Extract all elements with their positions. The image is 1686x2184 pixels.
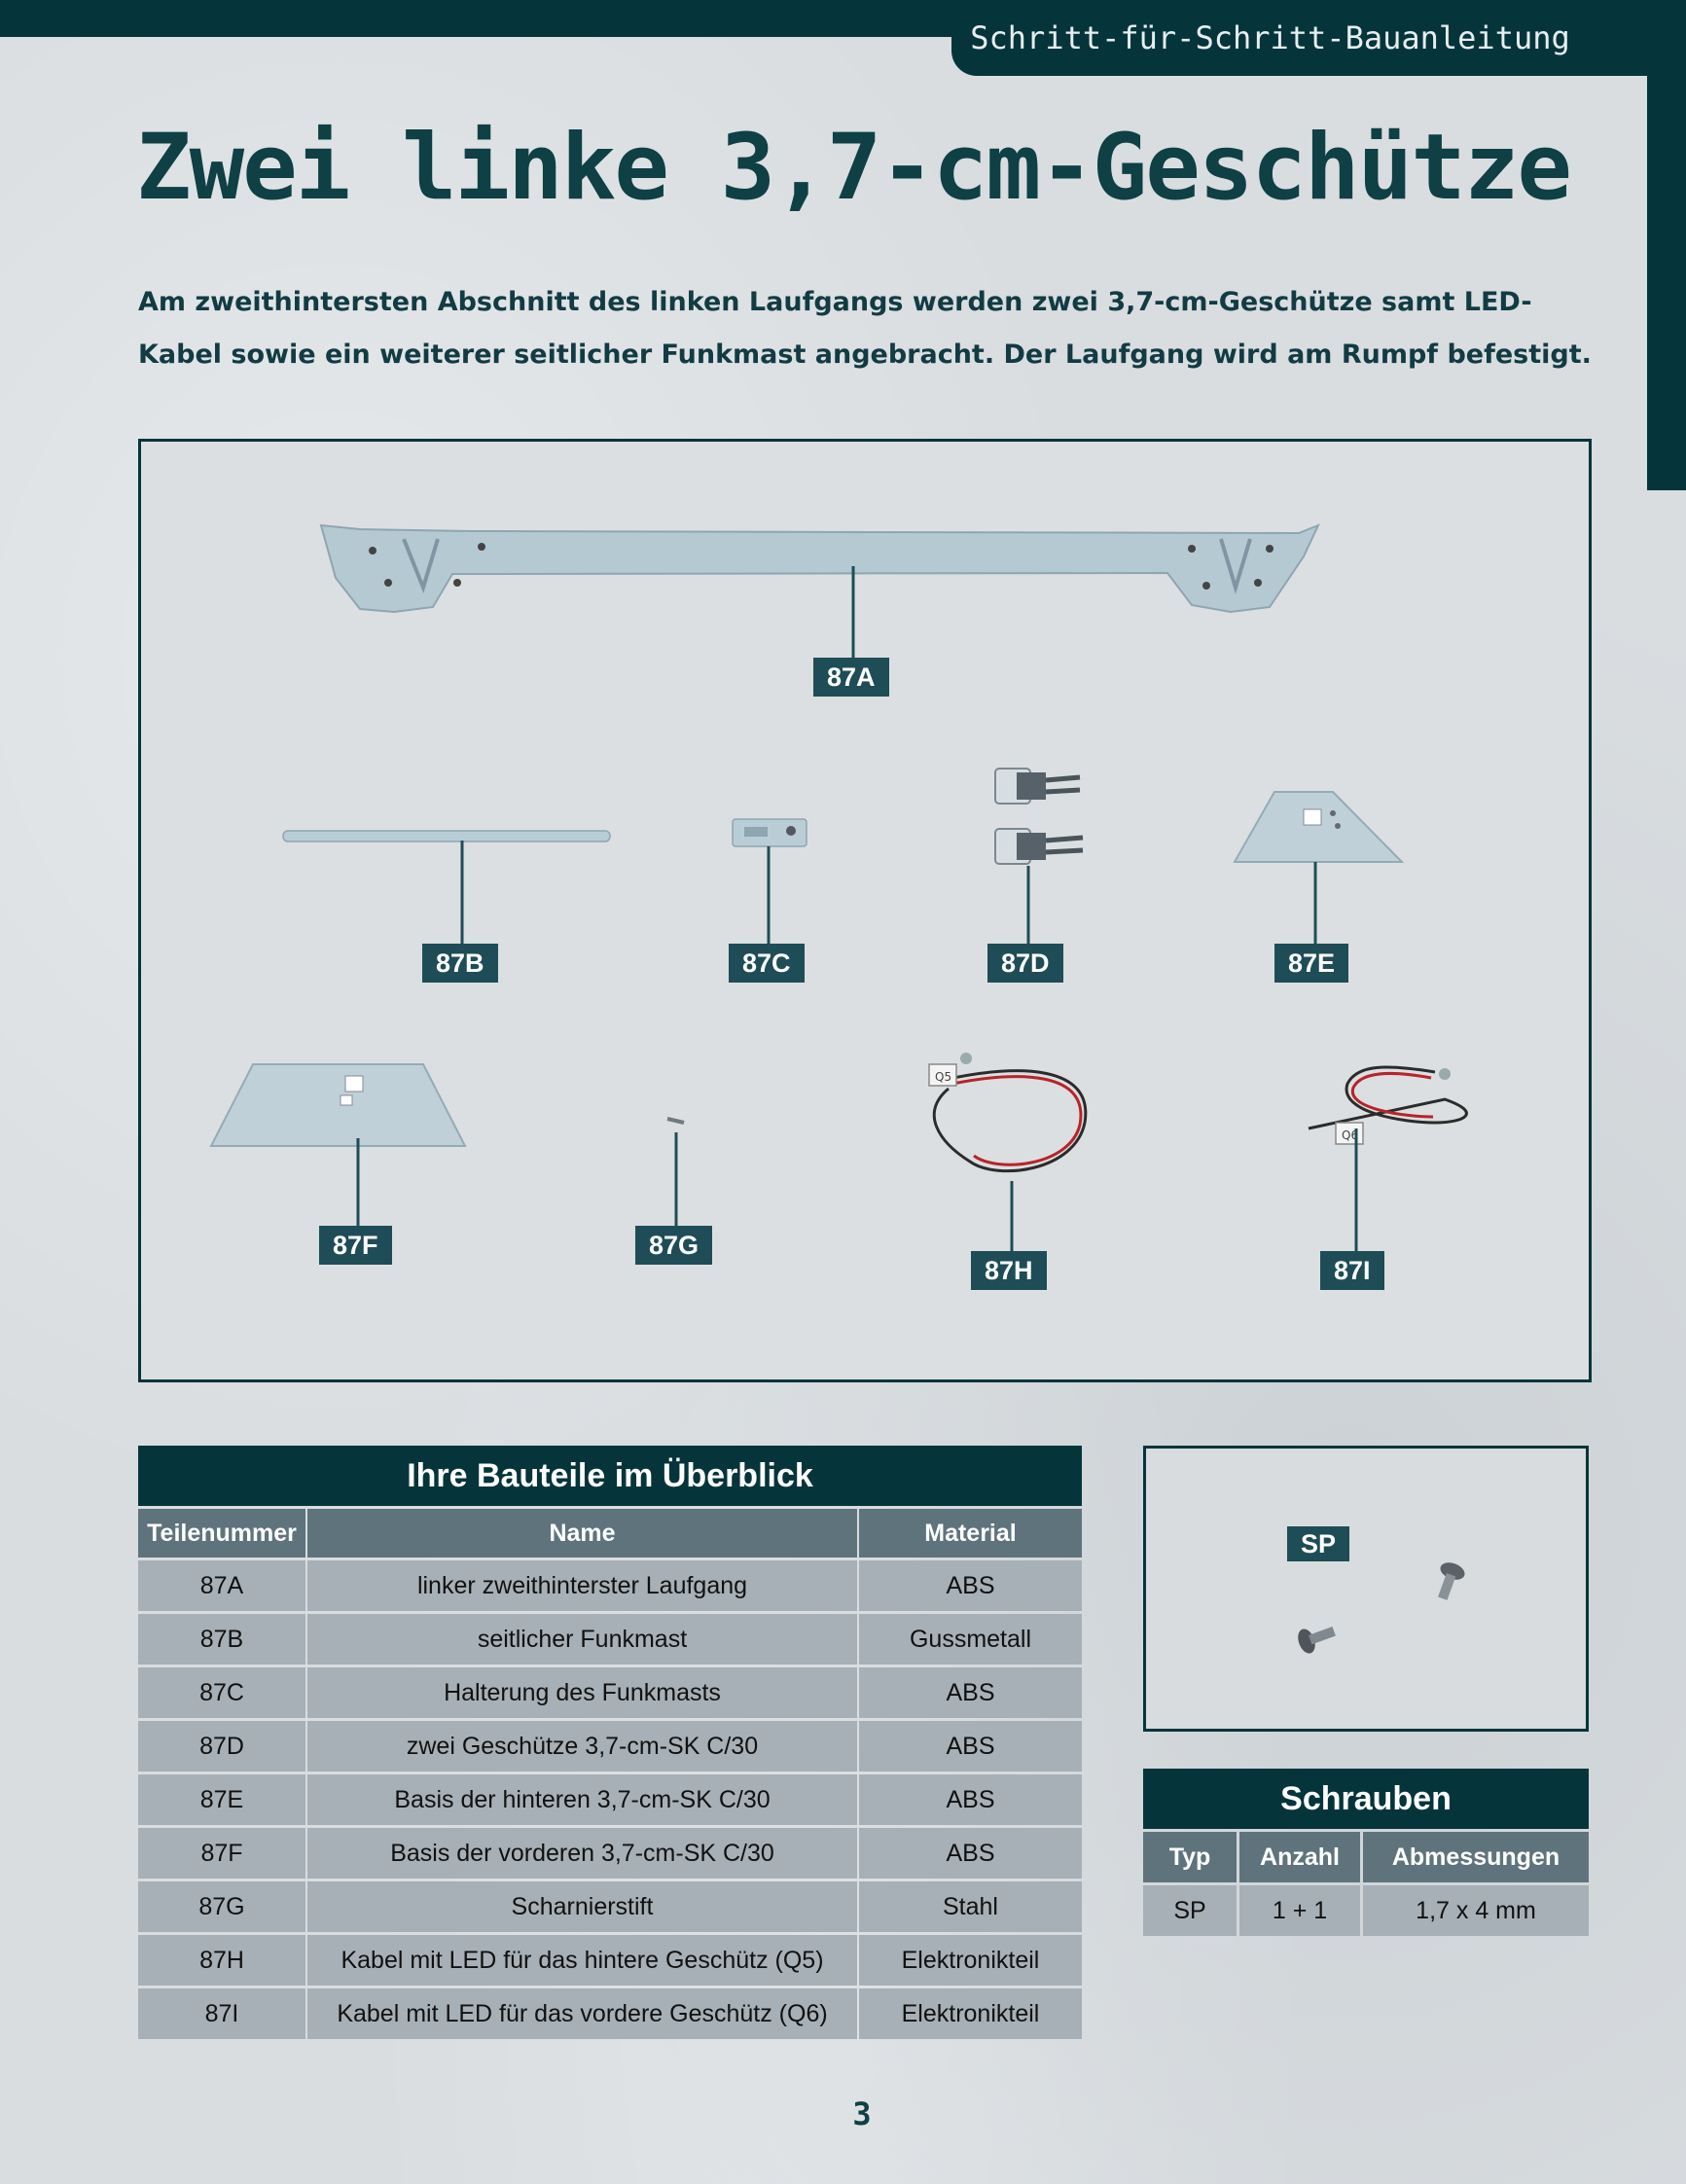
- part-name: linker zweithinterster Laufgang: [307, 1560, 857, 1611]
- part-material: Elektronikteil: [859, 1988, 1082, 2039]
- table-row: [138, 1828, 1082, 1879]
- page-number: 3: [852, 2095, 872, 2132]
- part-number: 87E: [138, 1774, 305, 1825]
- col-header-material: Material: [859, 1509, 1082, 1557]
- edge-strip: [1647, 0, 1686, 490]
- part-87f-base: [211, 1064, 465, 1228]
- parts-photo: [138, 439, 1592, 1382]
- screw-type: SP: [1143, 1885, 1237, 1936]
- part-material: Elektronikteil: [859, 1935, 1082, 1986]
- part-87e-base: [1235, 792, 1402, 944]
- table-row: [138, 1667, 1082, 1718]
- part-name: Basis der hinteren 3,7-cm-SK C/30: [307, 1774, 857, 1825]
- part-number: 87H: [138, 1935, 305, 1986]
- screws-table: [1143, 1769, 1589, 1936]
- label-87i: 87I: [1320, 1251, 1384, 1290]
- part-material: ABS: [859, 1560, 1082, 1611]
- part-87d-guns: [995, 769, 1083, 944]
- table-row: [138, 1988, 1082, 2039]
- part-material: Stahl: [859, 1881, 1082, 1932]
- page-title: Zwei linke 3,7-cm-Geschütze: [136, 115, 1571, 221]
- intro-text: Am zweithintersten Abschnitt des linken Laufgangs werden zwei 3,7-cm-Geschütze samt LED-Kabel sowie ein weiterer seitlicher Funkmast angebracht. Der Laufgang wird am Rumpf befestigt.: [138, 287, 1592, 370]
- label-87a: 87A: [813, 658, 889, 697]
- part-name: zwei Geschütze 3,7-cm-SK C/30: [307, 1721, 857, 1772]
- part-number: 87D: [138, 1721, 305, 1772]
- part-number: 87A: [138, 1560, 305, 1611]
- label-87g: 87G: [635, 1226, 712, 1265]
- part-number: 87F: [138, 1828, 305, 1879]
- table-row: [138, 1881, 1082, 1932]
- part-name: Halterung des Funkmasts: [307, 1667, 857, 1718]
- part-number: 87C: [138, 1667, 305, 1718]
- table-row: [138, 1614, 1082, 1665]
- part-87g-pin: [667, 1119, 684, 1228]
- part-name: Scharnierstift: [307, 1881, 857, 1932]
- led-tag-q6: Q6: [1342, 1128, 1359, 1142]
- section-header: Schritt-für-Schritt-Bauanleitung: [951, 0, 1647, 76]
- table-row: [138, 1774, 1082, 1825]
- part-material: ABS: [859, 1774, 1082, 1825]
- screw-2: [1295, 1620, 1339, 1656]
- part-87c-holder: [733, 819, 807, 944]
- col-header-dimensions: Abmessungen: [1363, 1832, 1589, 1882]
- part-number: 87I: [138, 1988, 305, 2039]
- table-row: [138, 1721, 1082, 1772]
- part-number: 87G: [138, 1881, 305, 1932]
- screws-illustration: [1146, 1449, 1586, 1729]
- part-87a-walkway: [321, 525, 1318, 658]
- part-87b-mast: [283, 831, 610, 944]
- table-row: [1143, 1885, 1589, 1936]
- part-material: ABS: [859, 1721, 1082, 1772]
- table-row: [138, 1935, 1082, 1986]
- col-header-name: Name: [307, 1509, 857, 1557]
- col-header-number: Teilenummer: [138, 1509, 305, 1557]
- screw-1: [1431, 1559, 1467, 1603]
- label-87d: 87D: [987, 944, 1063, 983]
- screws-photo: [1143, 1446, 1589, 1732]
- screws-table-title: Schrauben: [1143, 1769, 1589, 1829]
- col-header-count: Anzahl: [1239, 1832, 1360, 1882]
- label-87b: 87B: [422, 944, 498, 983]
- parts-table: [138, 1446, 1082, 2039]
- part-name: Basis der vorderen 3,7-cm-SK C/30: [307, 1828, 857, 1879]
- screw-dimensions: 1,7 x 4 mm: [1363, 1885, 1589, 1936]
- part-material: ABS: [859, 1828, 1082, 1879]
- label-87c: 87C: [729, 944, 805, 983]
- label-87e: 87E: [1274, 944, 1348, 983]
- parts-table-title: Ihre Bauteile im Überblick: [138, 1446, 1082, 1506]
- screw-count: 1 + 1: [1239, 1885, 1360, 1936]
- label-87f: 87F: [319, 1226, 392, 1265]
- label-sp: SP: [1287, 1526, 1349, 1561]
- part-number: 87B: [138, 1614, 305, 1665]
- parts-table-header: [138, 1509, 1082, 1557]
- part-name: seitlicher Funkmast: [307, 1614, 857, 1665]
- part-material: Gussmetall: [859, 1614, 1082, 1665]
- col-header-type: Typ: [1143, 1832, 1237, 1882]
- led-tag-q5: Q5: [935, 1070, 952, 1084]
- part-87i-cable: [1309, 1067, 1466, 1253]
- part-87h-cable: [929, 1053, 1086, 1253]
- part-name: Kabel mit LED für das hintere Geschütz (Q5): [307, 1935, 857, 1986]
- screws-table-header: [1143, 1832, 1589, 1882]
- label-87h: 87H: [971, 1251, 1047, 1290]
- part-name: Kabel mit LED für das vordere Geschütz (Q6): [307, 1988, 857, 2039]
- table-row: [138, 1560, 1082, 1611]
- part-material: ABS: [859, 1667, 1082, 1718]
